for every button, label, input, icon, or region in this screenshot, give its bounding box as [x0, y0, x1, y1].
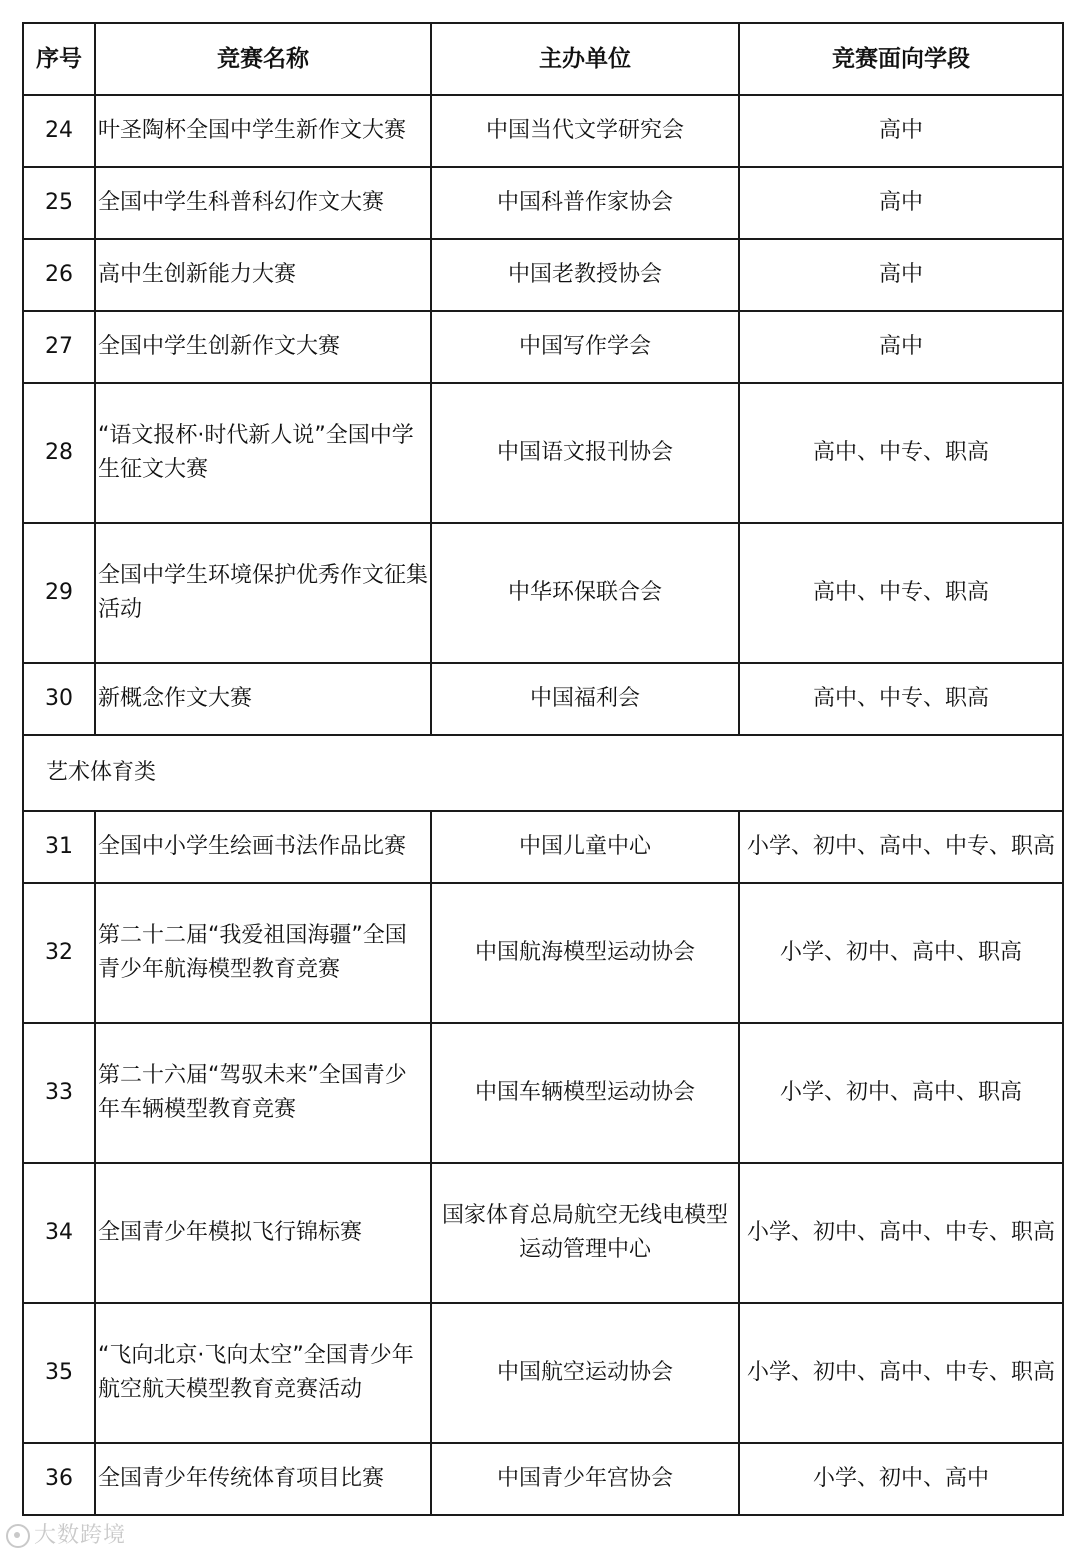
watermark-logo-icon — [6, 1524, 30, 1548]
row-name: 第二十二届“我爱祖国海疆”全国青少年航海模型教育竞赛 — [95, 883, 431, 1023]
table-row — [23, 311, 1063, 383]
row-org: 国家体育总局航空无线电模型运动管理中心 — [431, 1163, 739, 1303]
watermark-text: 大数跨境 — [34, 1523, 127, 1548]
row-name: 叶圣陶杯全国中学生新作文大赛 — [95, 95, 431, 167]
header-no: 序号 — [23, 23, 95, 95]
row-level: 高中 — [739, 239, 1063, 311]
watermark — [6, 1518, 126, 1549]
section-label: 艺术体育类 — [23, 735, 1063, 811]
table-row — [23, 811, 1063, 883]
row-level: 小学、初中、高中 — [739, 1443, 1063, 1515]
row-org: 中国写作学会 — [431, 311, 739, 383]
row-org: 中国科普作家协会 — [431, 167, 739, 239]
row-no: 32 — [23, 883, 95, 1023]
row-org: 中国福利会 — [431, 663, 739, 735]
table-row — [23, 663, 1063, 735]
header-org: 主办单位 — [431, 23, 739, 95]
table-row — [23, 523, 1063, 663]
table-row — [23, 1443, 1063, 1515]
row-name: 全国中学生科普科幻作文大赛 — [95, 167, 431, 239]
row-name: 高中生创新能力大赛 — [95, 239, 431, 311]
row-name: “语文报杯·时代新人说”全国中学生征文大赛 — [95, 383, 431, 523]
row-name: 新概念作文大赛 — [95, 663, 431, 735]
row-level: 高中 — [739, 167, 1063, 239]
header-name: 竞赛名称 — [95, 23, 431, 95]
row-org: 中华环保联合会 — [431, 523, 739, 663]
table-row — [23, 1303, 1063, 1443]
row-no: 29 — [23, 523, 95, 663]
row-name: 全国青少年传统体育项目比赛 — [95, 1443, 431, 1515]
row-org: 中国青少年宫协会 — [431, 1443, 739, 1515]
row-no: 30 — [23, 663, 95, 735]
row-org: 中国当代文学研究会 — [431, 95, 739, 167]
row-no: 35 — [23, 1303, 95, 1443]
table-row — [23, 1023, 1063, 1163]
row-no: 34 — [23, 1163, 95, 1303]
table-row — [23, 167, 1063, 239]
row-level: 小学、初中、高中、职高 — [739, 883, 1063, 1023]
table-row — [23, 239, 1063, 311]
row-no: 25 — [23, 167, 95, 239]
row-name: 全国中学生环境保护优秀作文征集活动 — [95, 523, 431, 663]
row-level: 高中、中专、职高 — [739, 383, 1063, 523]
row-name: “飞向北京·飞向太空”全国青少年航空航天模型教育竞赛活动 — [95, 1303, 431, 1443]
table-row — [23, 1163, 1063, 1303]
table-row — [23, 383, 1063, 523]
section-row — [23, 735, 1063, 811]
competition-table — [22, 22, 1064, 1516]
row-level: 高中、中专、职高 — [739, 663, 1063, 735]
row-no: 27 — [23, 311, 95, 383]
row-level: 小学、初中、高中、中专、职高 — [739, 1303, 1063, 1443]
header-row — [23, 23, 1063, 95]
row-no: 28 — [23, 383, 95, 523]
row-level: 小学、初中、高中、职高 — [739, 1023, 1063, 1163]
row-no: 33 — [23, 1023, 95, 1163]
row-org: 中国航海模型运动协会 — [431, 883, 739, 1023]
row-no: 31 — [23, 811, 95, 883]
row-level: 小学、初中、高中、中专、职高 — [739, 1163, 1063, 1303]
row-level: 小学、初中、高中、中专、职高 — [739, 811, 1063, 883]
row-no: 36 — [23, 1443, 95, 1515]
row-no: 26 — [23, 239, 95, 311]
row-name: 全国中学生创新作文大赛 — [95, 311, 431, 383]
row-org: 中国儿童中心 — [431, 811, 739, 883]
row-no: 24 — [23, 95, 95, 167]
table-row — [23, 95, 1063, 167]
row-level: 高中 — [739, 95, 1063, 167]
row-org: 中国车辆模型运动协会 — [431, 1023, 739, 1163]
table-row — [23, 883, 1063, 1023]
row-name: 全国青少年模拟飞行锦标赛 — [95, 1163, 431, 1303]
row-org: 中国老教授协会 — [431, 239, 739, 311]
row-name: 全国中小学生绘画书法作品比赛 — [95, 811, 431, 883]
row-org: 中国航空运动协会 — [431, 1303, 739, 1443]
row-name: 第二十六届“驾驭未来”全国青少年车辆模型教育竞赛 — [95, 1023, 431, 1163]
row-level: 高中 — [739, 311, 1063, 383]
header-level: 竞赛面向学段 — [739, 23, 1063, 95]
row-org: 中国语文报刊协会 — [431, 383, 739, 523]
row-level: 高中、中专、职高 — [739, 523, 1063, 663]
